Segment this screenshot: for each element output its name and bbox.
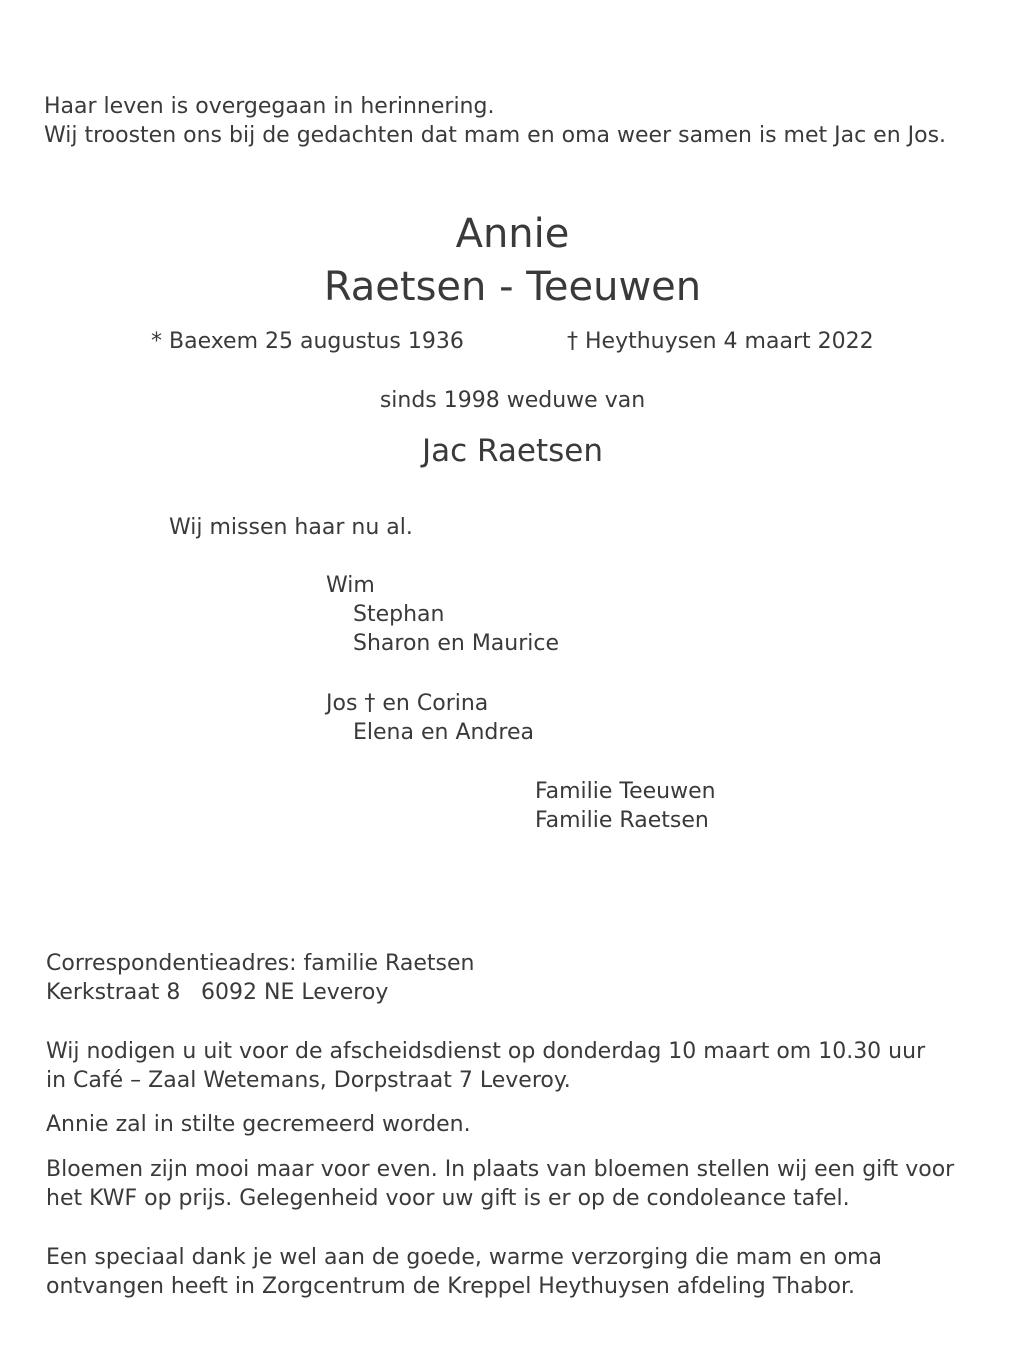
family-teeuwen: Familie Teeuwen — [535, 779, 716, 804]
intro-line-2: Wij troosten ons bij de gedachten dat mam en oma weer samen is met Jac en Jos. — [44, 123, 947, 148]
family-member-wim: Wim — [326, 573, 375, 598]
postal-address: 6092 NE Leveroy — [201, 980, 389, 1005]
correspondence-address: Correspondentieadres: familie Raetsen — [46, 951, 475, 976]
death-info: † Heythuysen 4 maart 2022 — [567, 329, 874, 354]
intro-line-1: Haar leven is overgegaan in herinnering. — [44, 94, 495, 119]
family-member-stephan: Stephan — [353, 602, 445, 627]
service-line-1: Wij nodigen u uit voor de afscheidsdienst op donderdag 10 maart om 10.30 uur — [46, 1039, 926, 1064]
thanks-line-1: Een speciaal dank je wel aan de goede, warme verzorging die mam en oma — [46, 1245, 882, 1270]
birth-info: * Baexem 25 augustus 1936 — [151, 329, 464, 354]
miss-line: Wij missen haar nu al. — [169, 515, 413, 540]
family-raetsen: Familie Raetsen — [535, 808, 709, 833]
flowers-line-1: Bloemen zijn mooi maar voor even. In plaats van bloemen stellen wij een gift voor — [46, 1157, 955, 1182]
widow-line: sinds 1998 weduwe van — [379, 388, 646, 413]
street-address: Kerkstraat 8 — [46, 980, 181, 1005]
family-member-jos: Jos † en Corina — [326, 691, 489, 716]
deceased-first-name: Annie — [455, 211, 570, 257]
thanks-line-2: ontvangen heeft in Zorgcentrum de Kreppel Heythuysen afdeling Thabor. — [46, 1274, 856, 1299]
spouse-name: Jac Raetsen — [422, 433, 603, 469]
cremation-line: Annie zal in stilte gecremeerd worden. — [46, 1112, 471, 1137]
deceased-surname: Raetsen - Teeuwen — [323, 264, 702, 310]
family-member-elena: Elena en Andrea — [353, 720, 534, 745]
service-line-2: in Café – Zaal Wetemans, Dorpstraat 7 Leveroy. — [46, 1068, 571, 1093]
flowers-line-2: het KWF op prijs. Gelegenheid voor uw gift is er op de condoleance tafel. — [46, 1186, 850, 1211]
family-member-sharon: Sharon en Maurice — [353, 631, 560, 656]
